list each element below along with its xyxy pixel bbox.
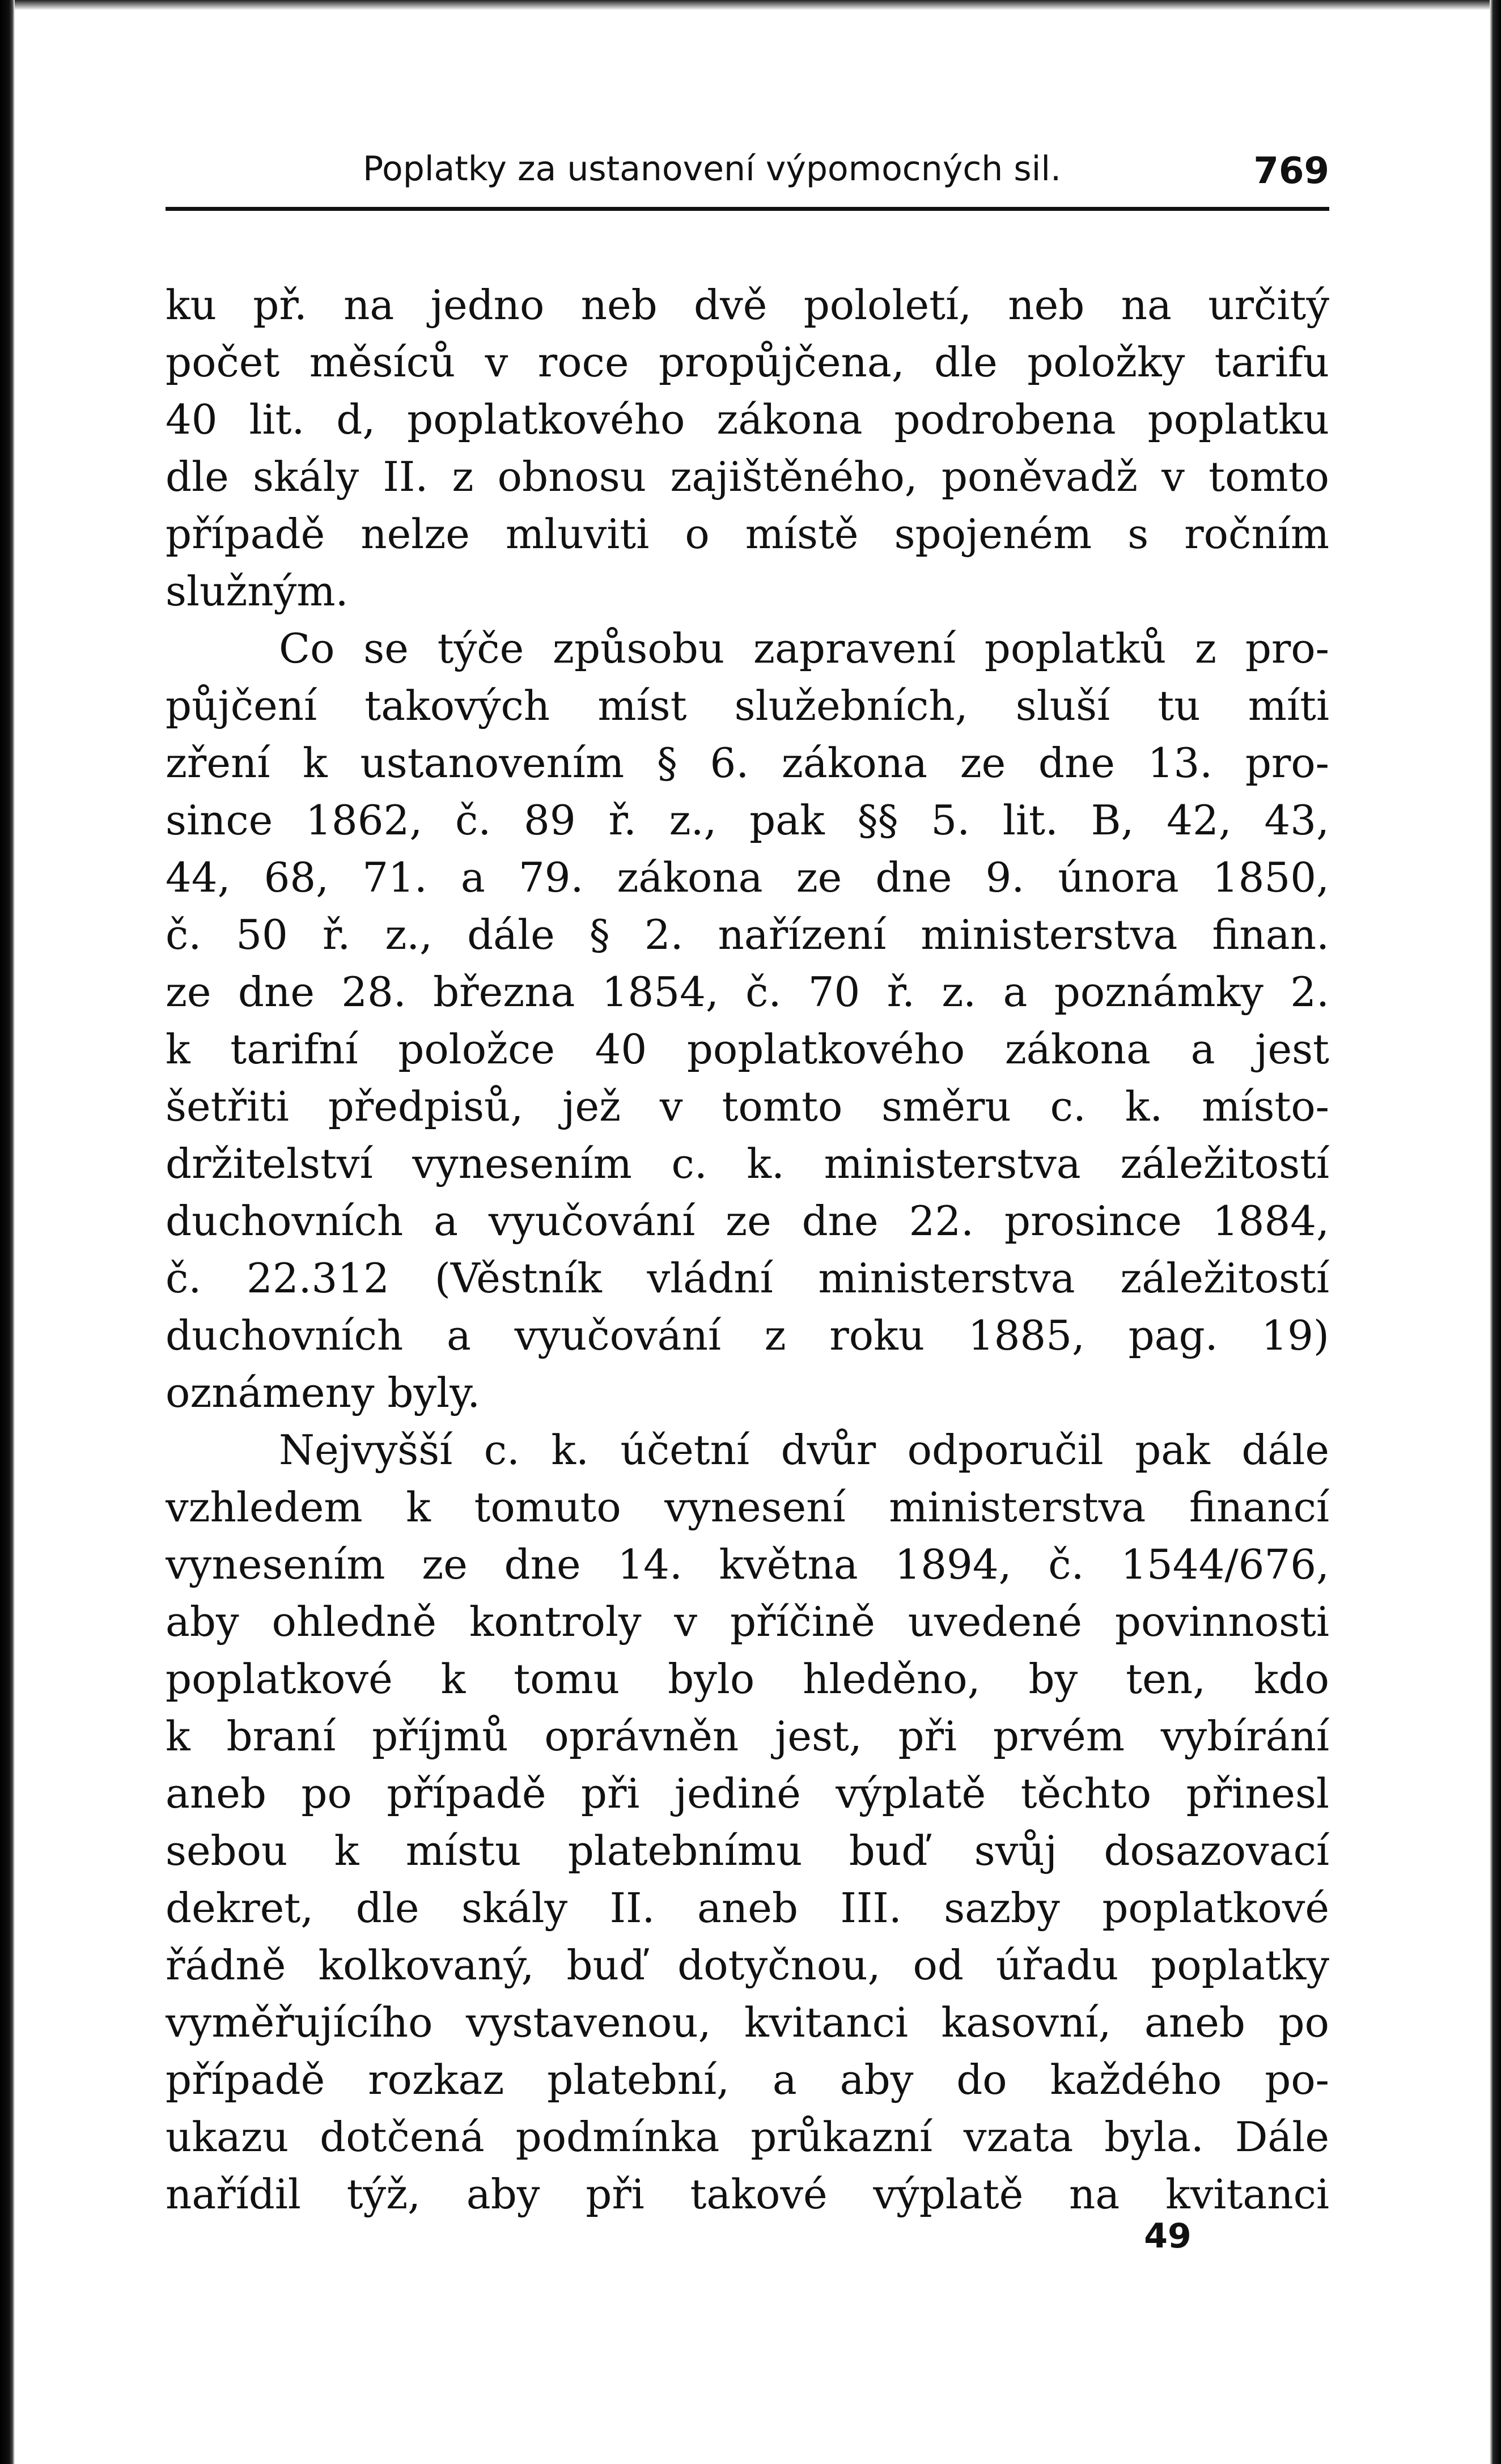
text-line: sebou k místu platebnímu buď svůj dosazovací xyxy=(166,1827,1329,1874)
text-line: služným. xyxy=(166,567,349,615)
signature-mark: 49 xyxy=(1144,2216,1192,2256)
text-line: vynesením ze dne 14. května 1894, č. 1544/676, xyxy=(166,1541,1329,1588)
text-line: případě rozkaz platební, a aby do každého po- xyxy=(166,2056,1329,2103)
body-text xyxy=(166,277,1329,2218)
paragraph-start: Co se týče způsobu zapravení poplatků z pro- xyxy=(279,625,1329,672)
scan-top-shadow xyxy=(0,0,1501,10)
page-number: 769 xyxy=(1253,150,1329,192)
text-line: ku př. na jedno neb dvě pololetí, neb na určitý xyxy=(166,281,1329,329)
text-line: šetřiti předpisů, jež v tomto směru c. k. místo- xyxy=(166,1083,1329,1130)
text-line: duchovních a vyučování ze dne 22. prosince 1884, xyxy=(166,1197,1329,1245)
scan-right-edge xyxy=(1490,0,1501,2464)
text-line: počet měsíců v roce propůjčena, dle položky tarifu xyxy=(166,338,1329,386)
text-line: nařídil týž, aby při takové výplatě na kvitanci xyxy=(166,2170,1329,2218)
text-line: since 1862, č. 89 ř. z., pak §§ 5. lit. B, 42, 43, xyxy=(166,796,1329,844)
header-rule xyxy=(166,207,1329,211)
text-line: řádně kolkovaný, buď dotyčnou, od úřadu poplatky xyxy=(166,1941,1329,1989)
text-line: vyměřujícího vystavenou, kvitanci kasovní, aneb po xyxy=(166,1999,1329,2046)
text-line: případě nelze mluviti o místě spojeném s ročním xyxy=(166,510,1329,558)
text-line: 40 lit. d, poplatkového zákona podrobena poplatku xyxy=(166,396,1329,443)
text-line: duchovních a vyučování z roku 1885, pag. 19) xyxy=(166,1312,1329,1359)
scan-left-edge xyxy=(0,0,15,2464)
text-line: aby ohledně kontroly v příčině uvedené povinnosti xyxy=(166,1598,1329,1646)
text-line: č. 50 ř. z., dále § 2. nařízení ministerstva finan. xyxy=(166,911,1329,959)
text-line: k braní příjmů oprávněn jest, při prvém vybírání xyxy=(166,1712,1329,1760)
paragraph-start: Nejvyšší c. k. účetní dvůr odporučil pak dále xyxy=(279,1426,1329,1474)
text-line: ze dne 28. března 1854, č. 70 ř. z. a poznámky 2. xyxy=(166,968,1329,1016)
text-line: dekret, dle skály II. aneb III. sazby poplatkové xyxy=(166,1884,1329,1932)
text-line: aneb po případě při jediné výplatě těchto přinesl xyxy=(166,1770,1329,1817)
text-line: 44, 68, 71. a 79. zákona ze dne 9. února 1850, xyxy=(166,854,1329,901)
text-line: zření k ustanovením § 6. zákona ze dne 13. pro- xyxy=(166,739,1329,787)
text-line: k tarifní položce 40 poplatkového zákona a jest xyxy=(166,1025,1329,1073)
text-line: vzhledem k tomuto vynesení ministerstva financí xyxy=(166,1483,1329,1531)
text-line: oznámeny byly. xyxy=(166,1369,481,1417)
running-title: Poplatky za ustanovení výpomocných sil. xyxy=(363,149,1062,189)
text-line: půjčení takových míst služebních, sluší tu míti xyxy=(166,682,1329,730)
text-line: č. 22.312 (Věstník vládní ministerstva záležitostí xyxy=(166,1254,1329,1302)
text-line: dle skály II. z obnosu zajištěného, poněvadž v tomto xyxy=(166,453,1329,501)
text-line: držitelství vynesením c. k. ministerstva záležitostí xyxy=(166,1140,1329,1188)
text-line: poplatkové k tomu bylo hleděno, by ten, kdo xyxy=(166,1655,1329,1703)
text-line: ukazu dotčená podmínka průkazní vzata byla. Dále xyxy=(166,2113,1329,2161)
